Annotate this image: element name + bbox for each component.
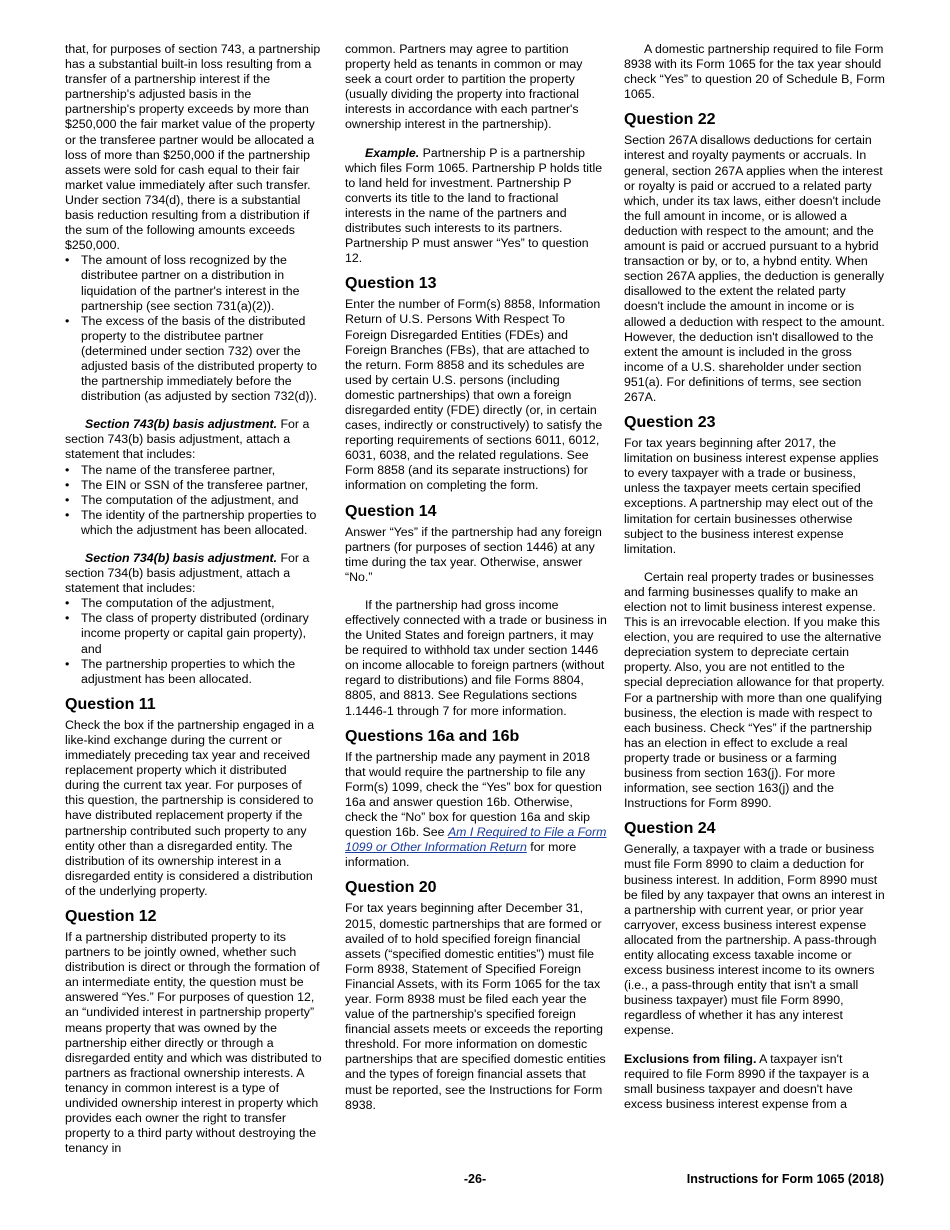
paragraph: Section 734(b) basis adjustment. For a section 734(b) basis adjustment, attach a statement that includes: xyxy=(65,551,310,596)
heading-question-11: Question 11 xyxy=(65,695,156,713)
column-left xyxy=(65,42,323,1156)
paragraph: A domestic partnership required to file Form 8938 with its Form 1065 for the tax year should check “Yes” to question 20 of Schedule B, Form 1065. xyxy=(624,42,885,102)
paragraph: Example. Partnership P is a partnership which files Form 1065. Partnership P holds title to land held for investment. Partnership P converts its title to the land to fractional interests in the name of the partners and distributes such interests to its partners. Partnership P must answer “Yes” to question 12. xyxy=(345,145,603,266)
bullet-item: • The excess of the basis of the distributed property to the distributee partner (determined under section 732) over the adjusted basis of the distributed property to the partnership immediately before the distribution (as adjusted by section 732(d)). xyxy=(65,313,318,404)
heading-question-23: Question 23 xyxy=(624,414,716,432)
bullet-icon: • xyxy=(65,611,70,626)
bullet-icon: • xyxy=(65,477,70,492)
bullet-item: • The EIN or SSN of the transferee partner, xyxy=(65,477,309,492)
paragraph: If the partnership made any payment in 2018 that would require the partnership to file any Form(s) 1099, check the “Yes” box for question 16a and answer question 16b. Otherwise, check the “No” box for question 16a and skip question 16b. See Am I Required to File a Form 1099 or Other Information Return for more information. xyxy=(345,749,607,870)
bullet-icon: • xyxy=(65,596,70,611)
paragraph: that, for purposes of section 743, a partnership has a substantial built-in loss resulting from a transfer of a partnership interest if the partnership's adjusted basis in the partnership's property exceeds by more than $250,000 the fair market value of the property or the transferee partner would be allocated a loss of more than $250,000 if the partnership assets were sold for cash equal to their fair market value immediately after such transfer. Under section 734(d), there is a substantial basis reduction resulting from a distribution if the sum of the following amounts exceeds $250,000. xyxy=(65,42,321,253)
paragraph: common. Partners may agree to partition property held as tenants in common or may seek a court order to partition the property (usually dividing the property into fractional interests in accordance with each partner's ownership interest in the partnership). xyxy=(345,42,583,132)
bullet-item: • The partnership properties to which the adjustment has been allocated. xyxy=(65,656,296,686)
paragraph: Section 743(b) basis adjustment. For a section 743(b) basis adjustment, attach a statement that includes: xyxy=(65,417,310,462)
bullet-icon: • xyxy=(65,656,70,671)
bullet-item: • The class of property distributed (ordinary income property or capital gain property), and xyxy=(65,611,309,656)
form-1099-guide-link[interactable]: Am I Required to File a Form 1099 or Other Information Return xyxy=(345,825,607,855)
heading-question-22: Question 22 xyxy=(624,111,716,129)
paragraph: Certain real property trades or businesses and farming businesses qualify to make an election not to limit business interest expense. This is an irrevocable election. If you make this election, you are required to use the alternative depreciation system to depreciate certain property. Also, you are not entitled to the special depreciation allowance for that property. For a partnership with more than one qualifying business, the election is made with respect to each business. Check “Yes” if the partnership has an election in effect to exclude a real property trade or business or a farming business from section 163(j). For more information, see section 163(j) and the Instructions for Form 8990. xyxy=(624,569,885,811)
column-middle xyxy=(345,42,607,1113)
paragraph: Enter the number of Form(s) 8858, Information Return of U.S. Persons With Respect To Foreign Disregarded Entities (FDEs) and Foreign Branches (FBs), that are attached to the return. Form 8858 and its schedules are used by certain U.S. persons (including domestic partnerships) that own a foreign disregarded entity (FDE) directly (or, in certain cases, indirectly or constructively) to satisfy the reporting requirements of sections 6011, 6012, 6031, 6038, and the related regulations. See Form 8858 (and its separate instructions) for information on completing the form. xyxy=(345,297,603,493)
paragraph: For tax years beginning after December 31, 2015, domestic partnerships that are formed or availed of to hold specified foreign financial assets (“specified domestic entities”) must file Form 8938, Statement of Specified Foreign Financial Assets, with its Form 1065 for the tax year. Form 8938 must be filed each year the value of the partnership's specified foreign financial assets meets or exceeds the reporting threshold. For more information on domestic partnerships that are specified domestic entities and the types of foreign financial assets that must be reported, see the Instructions for Form 8938. xyxy=(345,901,606,1112)
heading-question-12: Question 12 xyxy=(65,907,157,925)
paragraph: If the partnership had gross income effectively connected with a trade or business in the United States and foreign partners, it may be required to withhold tax under section 1446 on income allocable to foreign partners (without regard to distributions) and file Forms 8804, 8805, and 8813. See Regulations sections 1.1446-1 through 7 for more information. xyxy=(345,597,607,718)
paragraph: Check the box if the partnership engaged in a like-kind exchange during the current or immediately preceding tax year and received replacement property which it distributed during the current tax year. For purposes of this question, the partnership is considered to have distributed replacement property if the partnership contributed such property to any entity other than a disregarded entity. The distribution of its ownership interest in a disregarded entity is considered a distribution of the underlying property. xyxy=(65,717,315,898)
heading-questions-16a-16b: Questions 16a and 16b xyxy=(345,727,520,745)
heading-question-13: Question 13 xyxy=(345,275,437,293)
bullet-item: • The identity of the partnership properties to which the adjustment has been allocated. xyxy=(65,507,317,537)
bullet-item: • The computation of the adjustment, and xyxy=(65,492,299,507)
run-in-heading: Section 743(b) basis adjustment. xyxy=(85,417,278,432)
paragraph: Exclusions from filing. A taxpayer isn't required to file Form 8990 if the taxpayer is a small business taxpayer and doesn't have excess business interest expense from a xyxy=(624,1051,869,1111)
paragraph: Generally, a taxpayer with a trade or business must file Form 8990 to claim a deduction for business interest. In addition, Form 8990 must be filed by any taxpayer that owns an interest in a partnership with current year, or prior year carryover, excess business interest expense allocated from the partnership. A pass-through entity allocating excess taxable income or excess business interest income to its owners (i.e., a pass-through entity that isn't a small business taxpayer) must file Form 8990, regardless of whether it has any interest expense. xyxy=(624,842,885,1038)
bullet-item: • The amount of loss recognized by the distributee partner on a distribution in liquidation of the partner's interest in the partnership (see section 731(a)(2)). xyxy=(65,253,300,313)
paragraph: If a partnership distributed property to its partners to be jointly owned, whether such distribution is direct or through the formation of an intermediate entity, the question must be answered “Yes.” For purposes of question 12, an “undivided interest in partnership property” means property that was owned by the partnership either directly or through a disregarded entity and which was distributed to partners as fractional ownership interests. A tenancy in common interest is a type of undivided ownership interest in property which provides each owner the right to transfer property to a third party without destroying the tenancy in xyxy=(65,929,322,1156)
bullet-icon: • xyxy=(65,492,70,507)
bullet-icon: • xyxy=(65,462,70,477)
column-right xyxy=(624,42,886,1112)
heading-question-24: Question 24 xyxy=(624,820,716,838)
bullet-icon: • xyxy=(65,253,70,268)
heading-question-14: Question 14 xyxy=(345,502,437,520)
page-number: -26- xyxy=(463,1172,487,1186)
run-in-heading: Exclusions from filing. xyxy=(624,1051,757,1066)
document-title: Instructions for Form 1065 (2018) xyxy=(686,1172,884,1186)
bullet-item: • The computation of the adjustment, xyxy=(65,596,275,611)
paragraph: Answer “Yes” if the partnership had any foreign partners (for purposes of section 1446) at any time during the tax year. Otherwise, answer “No.” xyxy=(345,524,602,584)
run-in-heading: Section 734(b) basis adjustment. xyxy=(85,551,278,565)
bullet-item: • The name of the transferee partner, xyxy=(65,462,276,477)
paragraph: Section 267A disallows deductions for certain interest and royalty payments or accruals. In general, section 267A applies when the interest or royalty is paid or accrued to a related party which, under its tax laws, either doesn't include the full amount in income, or is allowed a deduction with respect to the amount; and the amount is paid or accrued pursuant to a hybrid transaction or by, or to, a hybnd entity. When section 267A applies, the deduction is generally disallowed to the extent the related party doesn't include the amount in income or is allowed a deduction with respect to the amount. However, the deduction isn't disallowed to the extent the amount is included in the gross income of a U.S. shareholder under section 951(a). For definitions of terms, see section 267A. xyxy=(624,133,885,404)
heading-question-20: Question 20 xyxy=(345,879,437,897)
paragraph: For tax years beginning after 2017, the limitation on business interest expense applies to every taxpayer with a trade or business, unless the taxpayer meets certain specified exceptions. A partnership may elect out of the limitation for certain businesses otherwise subject to the business interest expense limitation. xyxy=(624,436,879,556)
bullet-icon: • xyxy=(65,313,70,328)
run-in-heading: Example. xyxy=(365,145,420,160)
bullet-icon: • xyxy=(65,507,70,522)
